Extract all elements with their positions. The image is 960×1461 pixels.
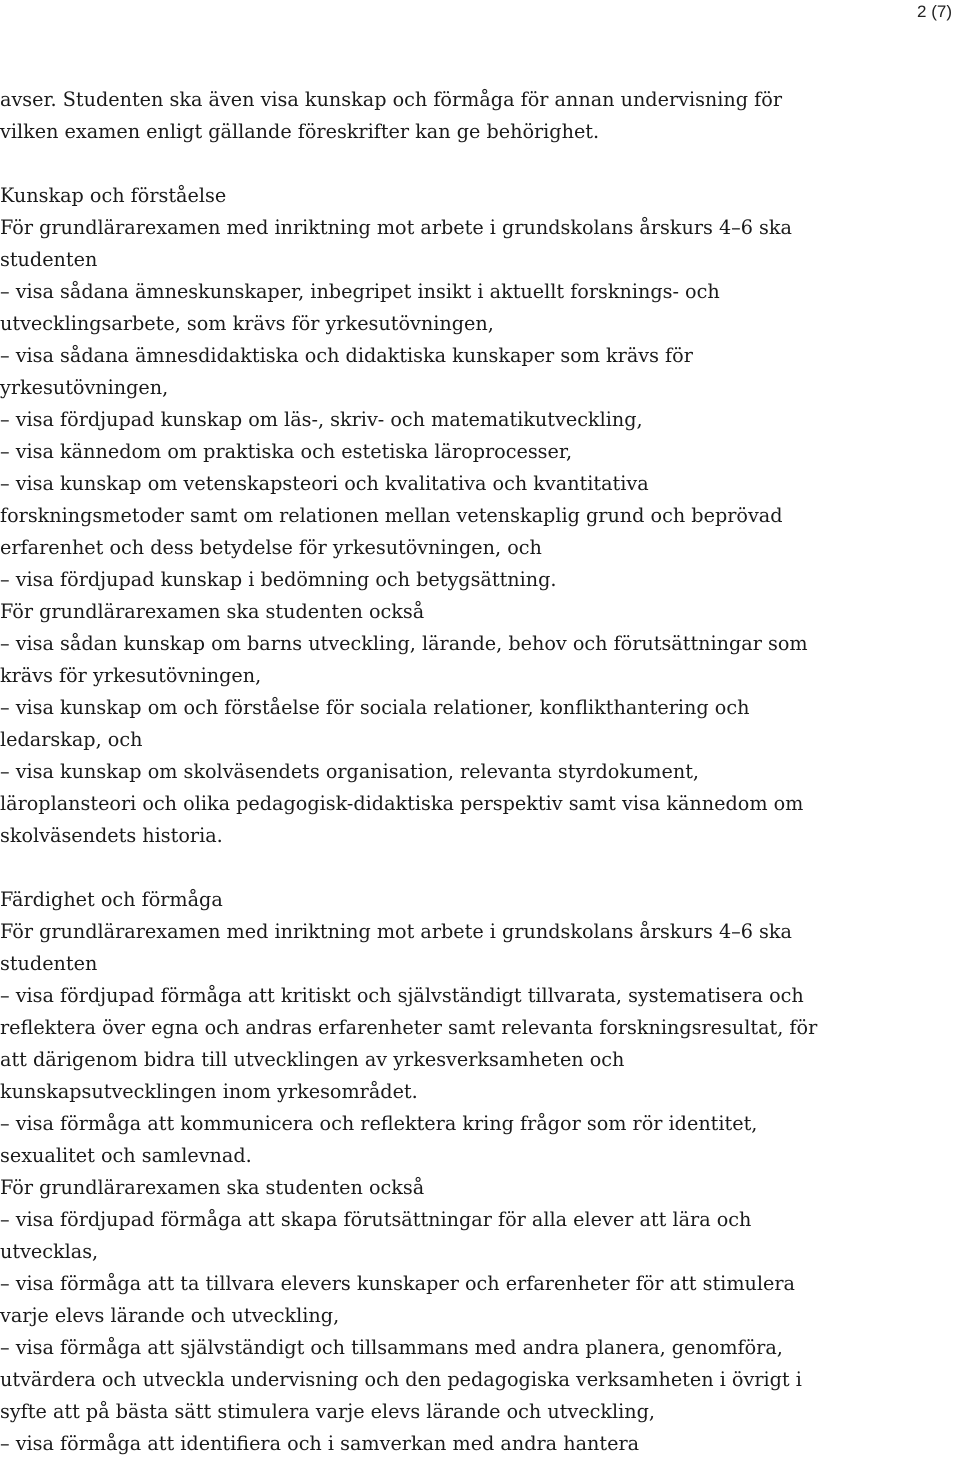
page-number: 2 (7) <box>917 2 952 21</box>
list-item-line: – visa fördjupad förmåga att kritiskt och självständigt tillvarata, systematisera och <box>0 984 804 1007</box>
text-line: reflektera över egna och andras erfarenheter samt relevanta forskningsresultat, för <box>0 1016 818 1039</box>
list-item-line: – visa förmåga att identifiera och i samverkan med andra hantera <box>0 1432 640 1455</box>
list-item-line: – visa förmåga att självständigt och tillsammans med andra planera, genomföra, <box>0 1336 783 1359</box>
text-line: yrkesutövningen, <box>0 376 169 399</box>
list-item-line: – visa sådana ämnesdidaktiska och didaktiska kunskaper som krävs för <box>0 344 693 367</box>
text-line: krävs för yrkesutövningen, <box>0 664 262 687</box>
text-line: kunskapsutvecklingen inom yrkesområdet. <box>0 1080 418 1103</box>
text-line: För grundlärarexamen ska studenten också <box>0 1176 425 1199</box>
text-line: erfarenhet och dess betydelse för yrkesutövningen, och <box>0 536 542 559</box>
text-line: skolväsendets historia. <box>0 824 223 847</box>
text-line: utvärdera och utveckla undervisning och den pedagogiska verksamheten i övrigt i <box>0 1368 802 1391</box>
text-line: syfte att på bästa sätt stimulera varje elevs lärande och utveckling, <box>0 1400 655 1423</box>
text-line: avser. Studenten ska även visa kunskap och förmåga för annan undervisning för <box>0 88 782 111</box>
text-line: ledarskap, och <box>0 728 143 751</box>
list-item-line: – visa kännedom om praktiska och estetiska läroprocesser, <box>0 440 573 463</box>
blank-line <box>0 148 958 180</box>
text-line: studenten <box>0 248 98 271</box>
list-item-line: – visa sådan kunskap om barns utveckling, lärande, behov och förutsättningar som <box>0 632 808 655</box>
text-line: läroplansteori och olika pedagogisk-didaktiska perspektiv samt visa kännedom om <box>0 792 804 815</box>
text-line: För grundlärarexamen med inriktning mot arbete i grundskolans årskurs 4–6 ska <box>0 216 792 239</box>
list-item-line: – visa förmåga att kommunicera och reflektera kring frågor som rör identitet, <box>0 1112 758 1135</box>
section-heading-skills: Färdighet och förmåga <box>0 888 223 911</box>
section-heading-knowledge: Kunskap och förståelse <box>0 184 227 207</box>
blank-line <box>0 852 958 884</box>
list-item-line: – visa kunskap om och förståelse för sociala relationer, konflikthantering och <box>0 696 750 719</box>
text-line: För grundlärarexamen ska studenten också <box>0 600 425 623</box>
list-item-line: – visa fördjupad kunskap om läs-, skriv- och matematikutveckling, <box>0 408 643 431</box>
text-line: vilken examen enligt gällande föreskrifter kan ge behörighet. <box>0 120 600 143</box>
list-item-line: – visa förmåga att ta tillvara elevers kunskaper och erfarenheter för att stimulera <box>0 1272 795 1295</box>
list-item-line: – visa kunskap om skolväsendets organisation, relevanta styrdokument, <box>0 760 700 783</box>
document-body <box>0 84 958 1460</box>
text-line: studenten <box>0 952 98 975</box>
text-line: att därigenom bidra till utvecklingen av yrkesverksamheten och <box>0 1048 625 1071</box>
list-item-line: – visa fördjupad kunskap i bedömning och betygsättning. <box>0 568 557 591</box>
text-line: forskningsmetoder samt om relationen mellan vetenskaplig grund och beprövad <box>0 504 783 527</box>
text-line: utvecklas, <box>0 1240 99 1263</box>
text-line: varje elevs lärande och utveckling, <box>0 1304 340 1327</box>
text-line: sexualitet och samlevnad. <box>0 1144 252 1167</box>
text-line: För grundlärarexamen med inriktning mot arbete i grundskolans årskurs 4–6 ska <box>0 920 792 943</box>
list-item-line: – visa kunskap om vetenskapsteori och kvalitativa och kvantitativa <box>0 472 649 495</box>
text-line: utvecklingsarbete, som krävs för yrkesutövningen, <box>0 312 494 335</box>
list-item-line: – visa fördjupad förmåga att skapa förutsättningar för alla elever att lära och <box>0 1208 752 1231</box>
list-item-line: – visa sådana ämneskunskaper, inbegripet insikt i aktuellt forsknings- och <box>0 280 720 303</box>
